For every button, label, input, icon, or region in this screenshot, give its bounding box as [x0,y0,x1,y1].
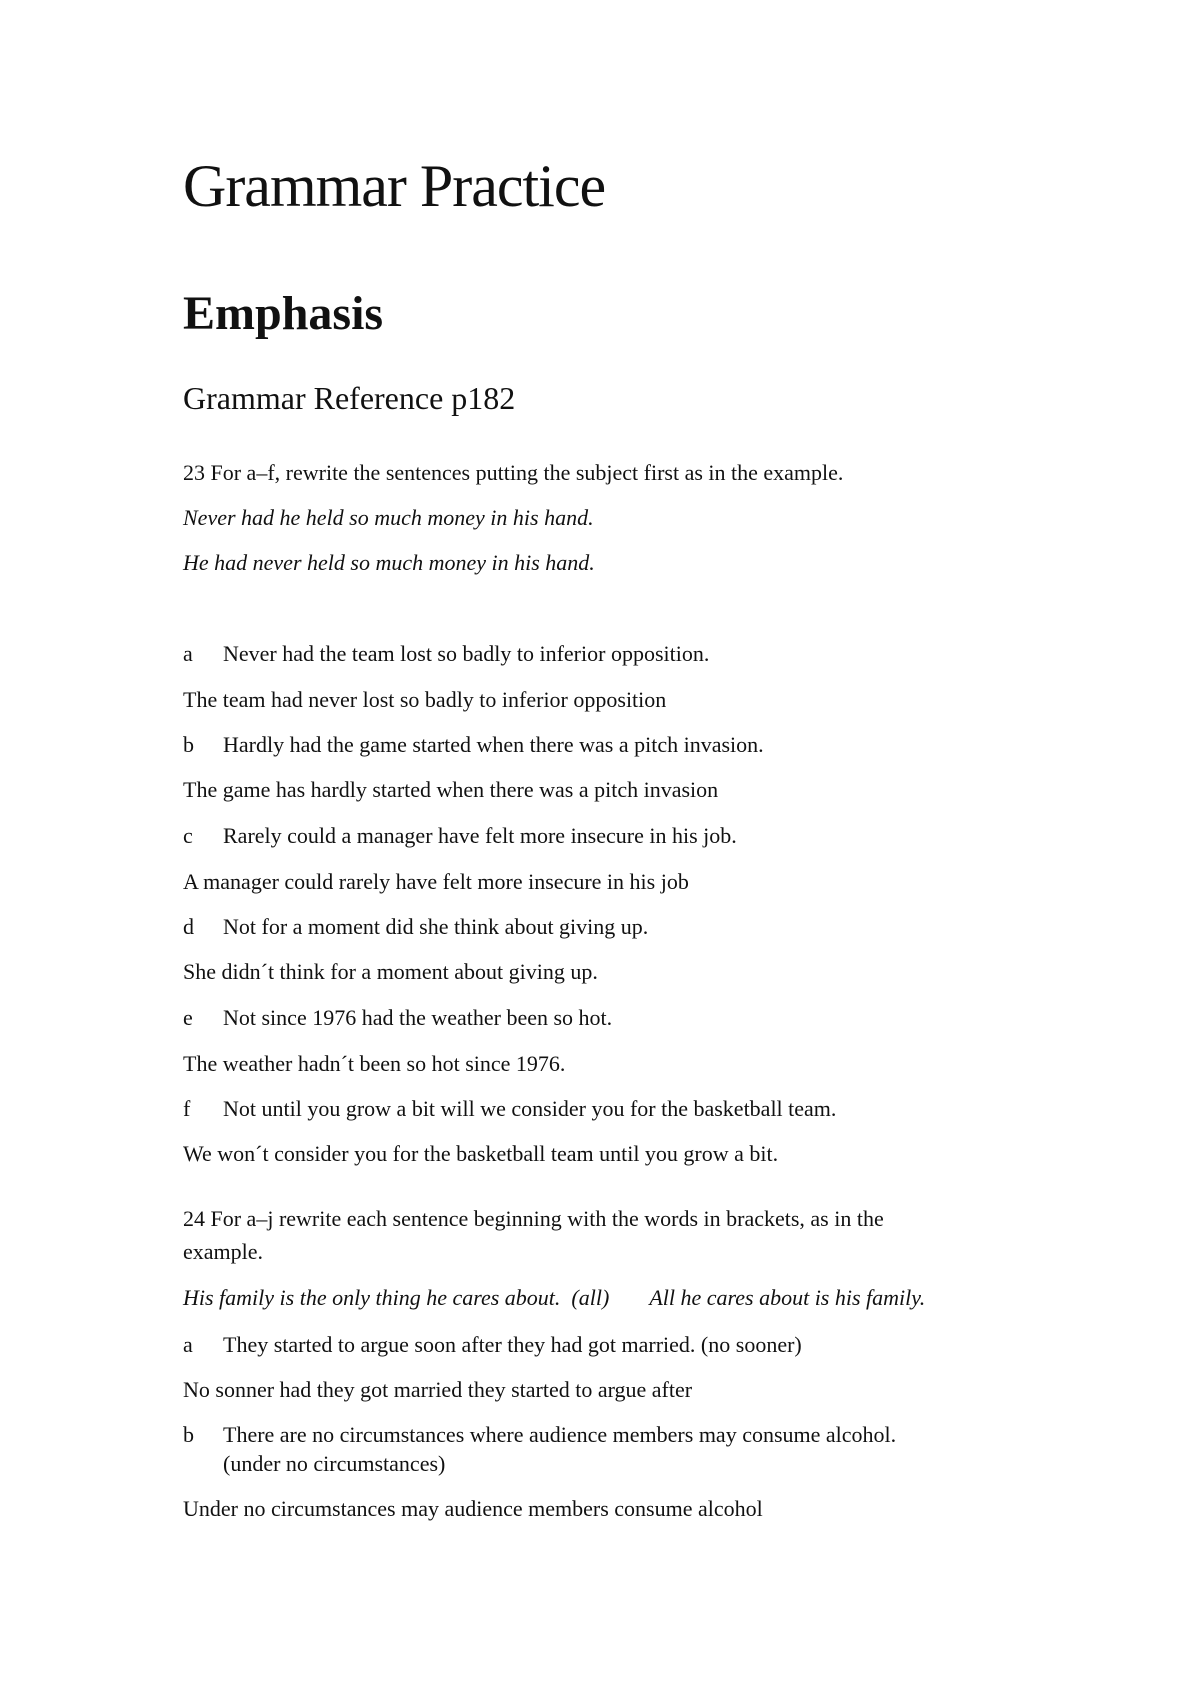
exercise-23-answer-e: The weather hadn´t been so hot since 1976. [183,1051,566,1076]
exercise-23-example-original: Never had he held so much money in his hand. [183,505,594,530]
exercise-24-answer-a: No sonner had they got married they started to argue after [183,1377,693,1402]
item-sentence: Rarely could a manager have felt more insecure in his job. [223,823,737,848]
item-sentence: Not until you grow a bit will we consider you for the basketball team. [223,1096,837,1121]
item-sentence: They started to argue soon after they had got married. (no sooner) [223,1332,802,1357]
item-letter: c [183,823,193,848]
exercise-24-item-b-line2: (under no circumstances) [223,1451,446,1476]
item-letter: f [183,1096,191,1121]
exercise-23-answer-d: She didn´t think for a moment about giving up. [183,959,598,984]
exercise-23-answer-a: The team had never lost so badly to inferior opposition [183,687,667,712]
exercise-24-instruction-line2: example. [183,1239,264,1264]
item-sentence-line1: There are no circumstances where audience members may consume alcohol. [223,1422,897,1447]
exercise-23-answer-f: We won´t consider you for the basketball team until you grow a bit. [183,1141,779,1166]
exercise-24-example [183,1284,925,1312]
exercise-23-item-c [183,822,737,850]
exercise-24-item-b [183,1421,896,1449]
item-sentence: Never had the team lost so badly to inferior opposition. [223,641,710,666]
document-title: Grammar Practice [183,153,606,219]
section-heading: Emphasis [183,287,384,340]
exercise-23-answer-c: A manager could rarely have felt more insecure in his job [183,869,689,894]
exercise-24-answer-b: Under no circumstances may audience members consume alcohol [183,1496,763,1521]
exercise-23-example-answer: He had never held so much money in his hand. [183,550,595,575]
item-sentence: Not since 1976 had the weather been so hot. [223,1005,613,1030]
example-cue: (all) [571,1285,610,1310]
exercise-23-item-d [183,913,648,941]
exercise-24-instruction-line1: 24 For a–j rewrite each sentence beginning with the words in brackets, as in the [183,1206,884,1231]
item-sentence: Hardly had the game started when there was a pitch invasion. [223,732,764,757]
item-letter: d [183,914,194,939]
item-sentence: Not for a moment did she think about giving up. [223,914,649,939]
example-answer: All he cares about is his family. [649,1285,926,1310]
example-sentence: His family is the only thing he cares about. [183,1285,561,1310]
exercise-23-item-e [183,1004,612,1032]
exercise-23-item-b [183,731,764,759]
item-letter: b [183,732,194,757]
item-letter: a [183,641,193,666]
item-letter: e [183,1005,193,1030]
exercise-23-item-a [183,640,709,668]
item-letter: a [183,1332,193,1357]
exercise-24-item-a [183,1331,802,1359]
exercise-23-item-f [183,1095,836,1123]
exercise-23-answer-b: The game has hardly started when there was a pitch invasion [183,777,719,802]
item-letter: b [183,1422,194,1447]
grammar-reference: Grammar Reference p182 [183,380,516,416]
exercise-23-instruction: 23 For a–f, rewrite the sentences putting the subject first as in the example. [183,460,844,485]
